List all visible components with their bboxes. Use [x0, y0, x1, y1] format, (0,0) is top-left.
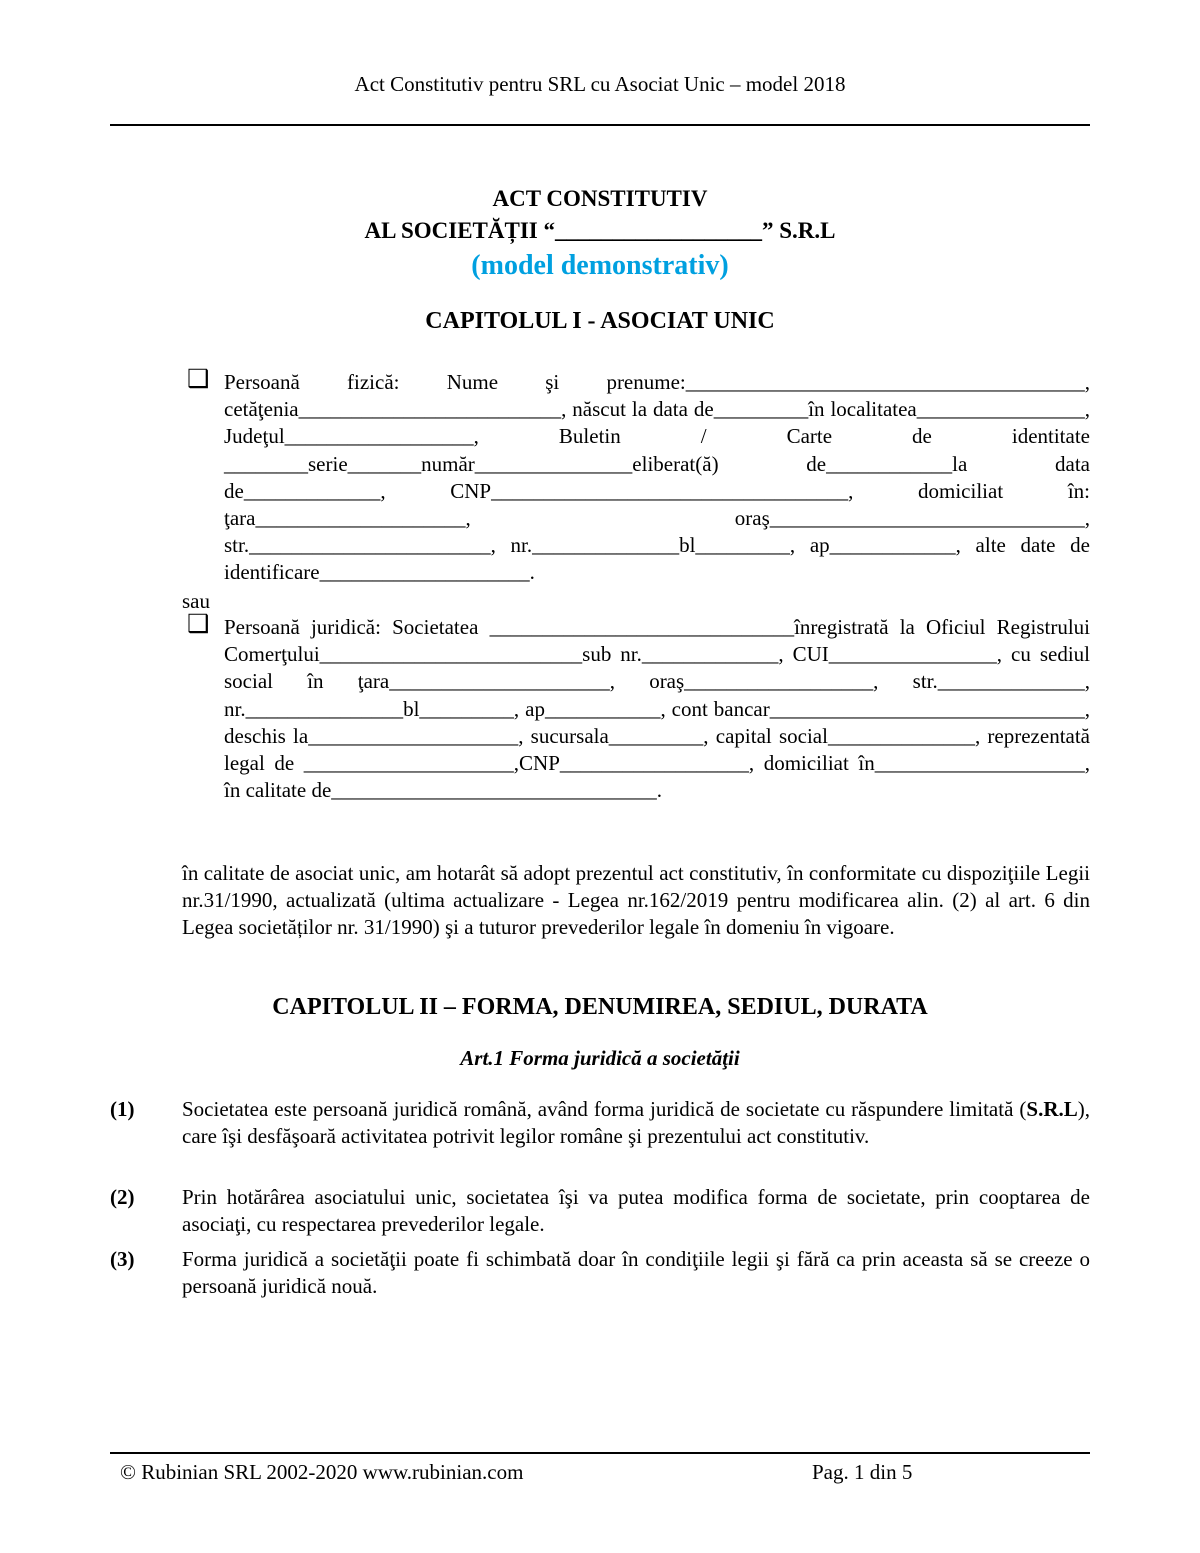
item-text: Forma juridică a societăţii poate fi schimbată doar în condiţiile legii şi fără ca prin aceasta să se creeze o persoană juridică nouă.: [182, 1247, 1090, 1299]
item-number: (1): [110, 1097, 135, 1121]
item-text-part: ), care îşi desfăşoară activitatea potrivit legilor române şi prezentului act constitutiv.: [182, 1097, 1090, 1149]
item-number: (2): [110, 1185, 135, 1209]
checkbox-legal-person[interactable]: ❑: [187, 611, 210, 638]
footer-divider: [110, 1452, 1090, 1454]
legal-person-section: Persoană juridică: Societatea _____________________________înregistrată la Oficiul Registrului Comerţului_________________________sub nr._____________, CUI________________, cu sediul social în ţara_____________________, oraş__________________, str.______________, nr._______________bl_________, ap___________, cont bancar______________________________, deschis la____________________, sucursala_________, capital social______________, reprezentată legal de ____________________,CNP__________________, domiciliat în____________________, în calitate de_______________________________.: [224, 615, 1090, 803]
intro-paragraph: în calitate de asociat unic, am hotarât să adopt prezentul act constitutiv, în conformitate cu dispoziţiile Legii nr.31/1990, actualizată (ultima actualizare - Legea nr.162/2019 pentru modificarea alin. (2) al art. 6 din Legea societăților nr. 31/1990) şi a tuturor prevederilor legale în domeniu în vigoare.: [182, 861, 1090, 940]
natural-person-section: Persoană fizică: Nume şi prenume:______________________________________, cetăţenia_________________________, născut la data de_________în localitatea________________, Judeţul__________________, Buletin / Carte de identitate ________serie_______număr_______________eliberat(ă) de____________la data de_____________, CNP__________________________________, domiciliat în: ţara____________________, oraş______________________________, str._______________________, nr.______________bl_________, ap____________, alte date de identificare____________________.: [224, 370, 1090, 585]
model-note: (model demonstrativ): [471, 250, 729, 281]
chapter-2-heading: CAPITOLUL II – FORMA, DENUMIREA, SEDIUL, DURATA: [272, 994, 928, 1020]
item-text-bold: S.R.L: [1026, 1097, 1078, 1121]
article-item: [110, 1096, 1090, 1150]
footer-page-number: Pag. 1 din 5: [812, 1460, 913, 1484]
article-1-title: Art.1 Forma juridică a societăţii: [460, 1046, 740, 1070]
checkbox-natural-person[interactable]: ❑: [187, 366, 210, 393]
page-header: Act Constitutiv pentru SRL cu Asociat Unic – model 2018: [354, 72, 846, 96]
article-item: [110, 1246, 1090, 1300]
item-text: Prin hotărârea asociatului unic, societatea îşi va putea modifica forma de societate, prin cooptarea de asociaţi, cu respectarea prevederilor legale.: [182, 1185, 1090, 1237]
header-divider: [110, 124, 1090, 126]
document-subtitle: AL SOCIETĂȚII “__________________” S.R.L: [364, 218, 836, 243]
item-number: (3): [110, 1247, 135, 1271]
item-text: [182, 1096, 1090, 1150]
article-item: [110, 1184, 1090, 1238]
footer-copyright: © Rubinian SRL 2002-2020 www.rubinian.com: [120, 1460, 524, 1484]
chapter-1-heading: CAPITOLUL I - ASOCIAT UNIC: [425, 308, 775, 334]
item-text-part: Societatea este persoană juridică română, având forma juridică de societate cu răspundere limitată (: [182, 1097, 1027, 1121]
document-title: ACT CONSTITUTIV: [492, 186, 708, 211]
or-label: sau: [182, 589, 210, 613]
